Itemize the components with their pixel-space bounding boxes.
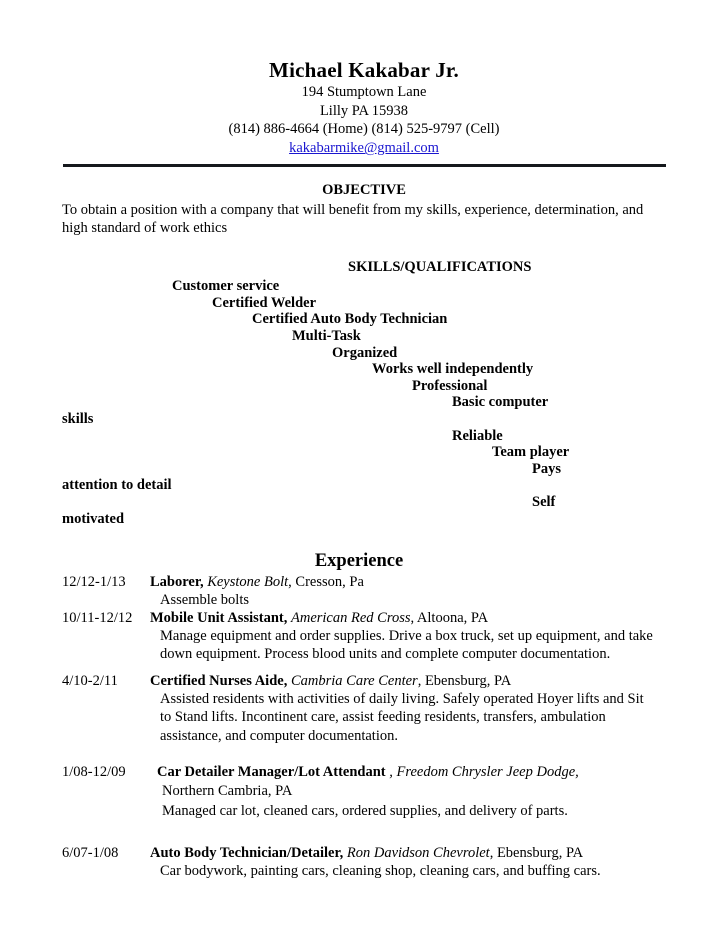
experience-description: Car bodywork, painting cars, cleaning shop, cleaning cars, and buffing cars. — [160, 862, 601, 879]
skill-item — [0, 278, 728, 295]
experience-location: , Ebensburg, PA — [489, 844, 584, 861]
experience-gap — [0, 663, 728, 672]
skill-item — [0, 444, 728, 461]
skill-label: Certified Welder — [212, 294, 317, 311]
experience-dates: 12/12-1/13 — [62, 574, 126, 591]
skill-label: Multi-Task — [292, 328, 361, 345]
experience-company: , Freedom Chrysler Jeep Dodge, — [389, 763, 579, 780]
skill-item — [0, 411, 728, 428]
experience-entry — [0, 672, 728, 744]
skill-item — [0, 511, 728, 528]
objective-body: To obtain a position with a company that will benefit from my skills, experience, determination, and high standard of work ethics — [62, 201, 644, 236]
experience-entry — [0, 763, 728, 822]
experience-company: Cambria Care Center — [290, 673, 418, 690]
experience-description: Managed car lot, cleaned cars, ordered supplies, and delivery of parts. — [162, 803, 568, 820]
skill-label: Professional — [412, 377, 488, 394]
skill-label: skills — [62, 411, 94, 427]
experience-list — [0, 573, 728, 880]
skill-label: Reliable — [452, 427, 503, 444]
experience-gap — [0, 822, 728, 844]
experience-role-line — [150, 845, 583, 861]
experience-company: American Red Cross — [291, 610, 411, 627]
experience-title: Mobile Unit Assistant, — [150, 610, 288, 627]
experience-location: , Cresson, Pa — [288, 574, 364, 591]
experience-role-line — [150, 610, 488, 626]
experience-entry-header — [62, 672, 728, 690]
skill-label: Team player — [492, 444, 570, 461]
experience-dates: 1/08-12/09 — [62, 763, 126, 780]
experience-title: Certified Nurses Aide, — [150, 673, 288, 690]
objective-heading: OBJECTIVE — [322, 181, 406, 198]
skill-item — [0, 428, 728, 445]
experience-description: Assemble bolts — [160, 592, 250, 609]
skill-label: Basic computer — [452, 394, 549, 411]
experience-title: Laborer, — [150, 574, 204, 591]
skill-item — [0, 378, 728, 395]
skill-item — [0, 311, 728, 328]
experience-title: Auto Body Technician/Detailer, — [150, 844, 344, 861]
skill-item — [0, 494, 728, 511]
experience-dates: 10/11-12/12 — [62, 610, 133, 627]
experience-description: Manage equipment and order supplies. Drive a box truck, set up equipment, and take down equipment. Process blood units and complete computer documentation. — [160, 628, 653, 663]
email-line — [0, 139, 728, 158]
address-line-1: 194 Stumptown Lane — [301, 83, 427, 100]
skill-item — [0, 345, 728, 362]
experience-description: Assisted residents with activities of daily living. Safely operated Hoyer lifts and Sit to Stand lifts. Incontinent care, assist feeding residents, transfers, ambulation assistance, and computer documentation. — [160, 691, 644, 744]
skill-item — [0, 361, 728, 378]
experience-dates: 6/07-1/08 — [62, 844, 119, 861]
skills-heading: SKILLS/QUALIFICATIONS — [348, 259, 532, 276]
skill-label: Customer service — [172, 278, 280, 295]
experience-gap — [0, 745, 728, 763]
experience-entry — [0, 609, 728, 663]
experience-role-line — [150, 574, 364, 590]
resume-header — [0, 0, 728, 159]
skill-label: Organized — [332, 344, 398, 361]
skill-label: attention to detail — [62, 477, 172, 494]
experience-entry-header — [62, 573, 728, 591]
experience-role-line — [150, 764, 579, 780]
experience-entry — [0, 573, 728, 609]
skill-item — [0, 461, 728, 478]
experience-heading: Experience — [314, 551, 404, 572]
experience-location: , Altoona, PA — [410, 610, 489, 627]
experience-role-line — [150, 673, 511, 689]
skill-item — [0, 477, 728, 494]
phone-numbers: (814) 886-4664 (Home) (814) 525-9797 (Cell) — [228, 121, 500, 138]
email-link[interactable]: kakabarmike@gmail.com — [289, 140, 439, 157]
skill-label: motivated — [62, 510, 125, 527]
skill-label: Pays — [532, 460, 561, 477]
experience-entry-header — [62, 763, 728, 781]
skill-item — [0, 295, 728, 312]
experience-title: Car Detailer Manager/Lot Attendant — [157, 763, 386, 780]
experience-entry-header — [62, 844, 728, 862]
skill-label: Certified Auto Body Technician — [252, 311, 448, 328]
skill-item — [0, 328, 728, 345]
experience-entry-header — [62, 609, 728, 627]
experience-entry — [0, 844, 728, 880]
header-divider — [63, 164, 666, 167]
address-line-2: Lilly PA 15938 — [319, 102, 409, 119]
skill-label: Works well independently — [372, 361, 534, 378]
skill-label: Self — [532, 493, 556, 510]
experience-dates: 4/10-2/11 — [62, 673, 118, 690]
experience-location: , Ebensburg, PA — [417, 673, 512, 690]
skill-item — [0, 394, 728, 411]
experience-company: Keystone Bolt — [207, 574, 289, 591]
candidate-name: Michael Kakabar Jr. — [269, 58, 459, 82]
skills-list — [0, 278, 728, 527]
experience-company: Ron Davidson Chevrolet — [346, 844, 490, 861]
experience-location-line: Northern Cambria, PA — [162, 782, 293, 799]
